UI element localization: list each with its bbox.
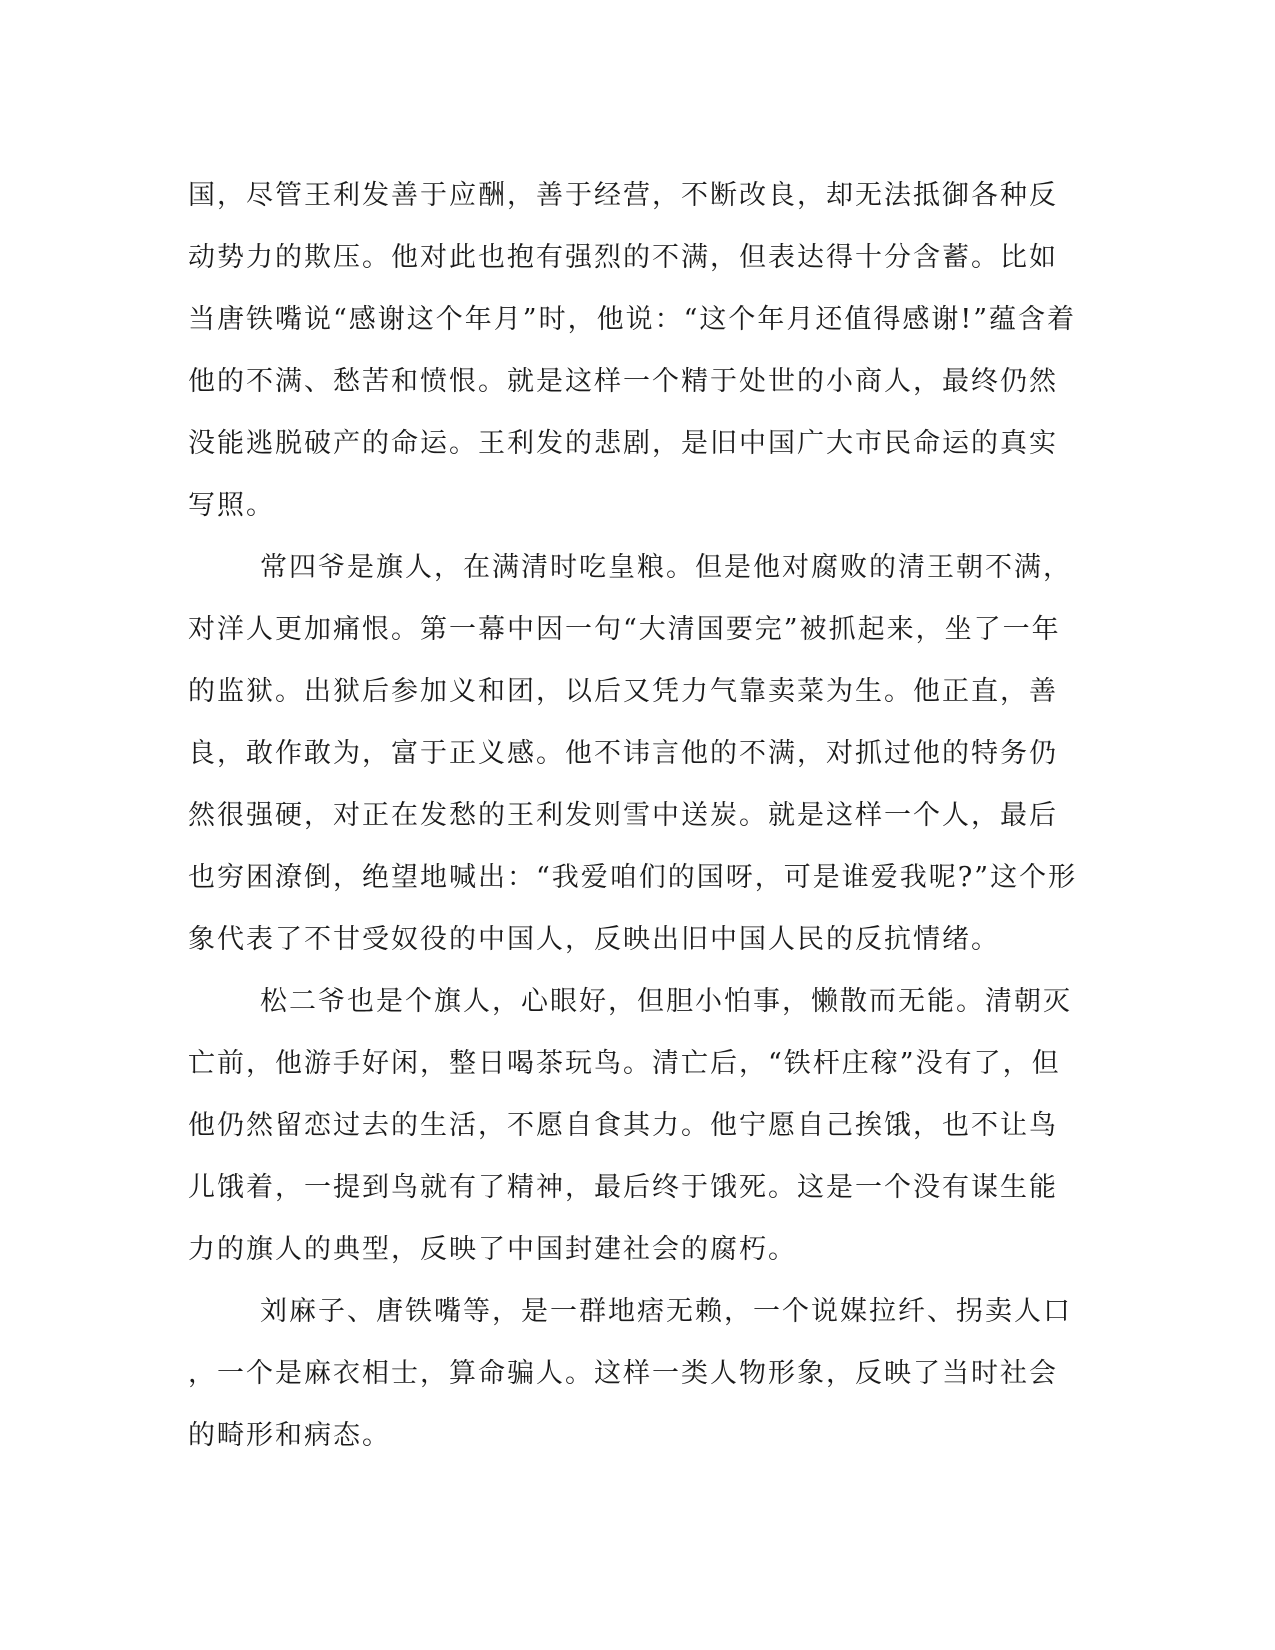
text-line: 动势力的欺压。他对此也抱有强烈的不满，但表达得十分含蓄。比如 [188, 242, 1058, 273]
text-line: 亡前，他游手好闲，整日喝茶玩鸟。清亡后，“铁杆庄稼”没有了，但 [188, 1048, 1061, 1079]
text-line: ，一个是麻衣相士，算命骗人。这样一类人物形象，反映了当时社会 [188, 1358, 1058, 1389]
text-line: 然很强硬，对正在发愁的王利发则雪中送炭。就是这样一个人，最后 [188, 800, 1058, 831]
text-line: 松二爷也是个旗人，心眼好，但胆小怕事，懒散而无能。清朝灭 [260, 986, 1072, 1017]
text-line: 对洋人更加痛恨。第一幕中因一句“大清国要完”被抓起来，坐了一年 [188, 614, 1061, 645]
text-line: 的畸形和病态。 [188, 1420, 391, 1451]
text-line: 刘麻子、唐铁嘴等，是一群地痞无赖，一个说媒拉纤、拐卖人口 [260, 1296, 1072, 1327]
text-line: 的监狱。出狱后参加义和团，以后又凭力气靠卖菜为生。他正直，善 [188, 676, 1058, 707]
text-line: 良，敢作敢为，富于正义感。他不讳言他的不满，对抓过他的特务仍 [188, 738, 1058, 769]
text-line: 常四爷是旗人，在满清时吃皇粮。但是他对腐败的清王朝不满， [260, 552, 1072, 583]
text-line: 象代表了不甘受奴役的中国人，反映出旧中国人民的反抗情绪。 [188, 924, 1000, 955]
text-line: 没能逃脱破产的命运。王利发的悲剧，是旧中国广大市民命运的真实 [188, 428, 1058, 459]
text-line: 他的不满、愁苦和愤恨。就是这样一个精于处世的小商人，最终仍然 [188, 366, 1058, 397]
text-line: 当唐铁嘴说“感谢这个年月”时，他说：“这个年月还值得感谢!”蕴含着 [188, 304, 1077, 335]
text-line: 他仍然留恋过去的生活，不愿自食其力。他宁愿自己挨饿，也不让鸟 [188, 1110, 1058, 1141]
text-line: 力的旗人的典型，反映了中国封建社会的腐朽。 [188, 1234, 797, 1265]
body-text [188, 165, 1078, 1467]
text-line: 写照。 [188, 490, 275, 521]
text-line: 儿饿着，一提到鸟就有了精神，最后终于饿死。这是一个没有谋生能 [188, 1172, 1058, 1203]
text-line: 也穷困潦倒，绝望地喊出：“我爱咱们的国呀，可是谁爱我呢?”这个形 [188, 862, 1078, 893]
text-line: 国，尽管王利发善于应酬，善于经营，不断改良，却无法抵御各种反 [188, 180, 1058, 211]
